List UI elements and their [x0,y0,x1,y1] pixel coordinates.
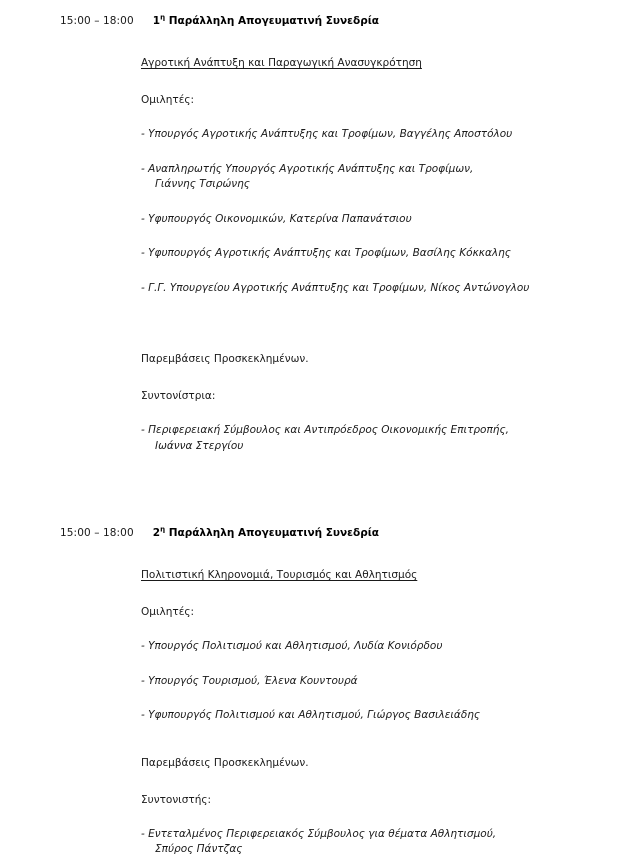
speaker-line-2: Γιάννης Τσιρώνης [155,178,250,190]
speaker-item [141,639,616,655]
session-title-2 [153,526,379,541]
session-ordinal-1 [153,15,165,27]
session-time-1: 15:00 – 18:00 [60,15,134,27]
speaker-line-1: - Υπουργός Πολιτισμού και Αθλητισμού, Λυδία Κονιόρδου [141,640,443,652]
session-title-1 [153,14,379,29]
interventions-text-1: Παρεμβάσεις Προσκεκλημένων. [141,353,309,365]
session-topic-1: Αγροτική Ανάπτυξη και Παραγωγική Ανασυγκρότηση [141,57,422,69]
speaker-line-1: - Υπουργός Αγροτικής Ανάπτυξης και Τροφίμων, Βαγγέλης Αποστόλου [141,128,513,140]
session-spacer [0,454,640,498]
interventions-text-2: Παρεμβάσεις Προσκεκλημένων. [141,756,309,769]
moderator-item-2 [141,827,616,858]
session-ordinal-suffix-2: η [160,525,166,534]
session-header-2 [0,526,640,541]
speaker-line-1: - Υφυπουργός Αγροτικής Ανάπτυξης και Τροφίμων, Βασίλης Κόκκαλης [141,247,511,259]
session-topic-2: Πολιτιστική Κληρονομιά, Τουρισμός και Αθλητισμός [141,569,418,581]
speaker-line-1: - Υπουργός Τουρισμού, Έλενα Κουντουρά [141,674,358,687]
session-ordinal-2 [153,527,165,539]
spacer [141,296,616,352]
moderator-line-1: - Περιφερειακή Σύμβουλος και Αντιπρόεδρος Οικονομικής Επιτροπής, [141,424,509,436]
moderator-item-1 [141,423,616,454]
speaker-item [141,674,616,690]
speaker-line-1: - Υφυπουργός Πολιτισμού και Αθλητισμού, Γιώργος Βασιλειάδης [141,709,481,721]
speaker-line-1: - Γ.Γ. Υπουργείου Αγροτικής Ανάπτυξης και Τροφίμων, Νίκος Αντώνογλου [141,281,530,294]
speaker-line-1: - Αναπληρωτής Υπουργός Αγροτικής Ανάπτυξης και Τροφίμων, [141,162,474,175]
session-title-text-2: Παράλληλη Απογευματινή Συνεδρία [168,527,380,539]
spacer [141,724,616,756]
moderator-label-2: Συντονιστής: [141,793,212,806]
speaker-item [141,246,616,262]
session-body-2 [0,568,640,858]
moderator-line-2: Σπύρος Πάντζας [155,843,243,855]
speaker-line-1: - Υφυπουργός Οικονομικών, Κατερίνα Παπανάτσιου [141,212,412,225]
session-ordinal-number-1: 1 [152,15,161,27]
session-header-1 [0,14,640,29]
moderator-line-1: - Εντεταλμένος Περιφερειακός Σύμβουλος για θέματα Αθλητισμού, [141,827,497,840]
session-time-2: 15:00 – 18:00 [60,527,134,539]
moderator-label-1: Συντονίστρια: [141,390,216,402]
session-title-text-1: Παράλληλη Απογευματινή Συνεδρία [168,15,380,27]
speaker-item [141,162,616,193]
moderator-line-2: Ιωάννα Στεργίου [155,439,244,452]
speaker-item [141,127,616,143]
speaker-list-2 [141,639,616,724]
session-body-1 [0,56,640,454]
session-ordinal-suffix-1: η [160,13,166,22]
speaker-item [141,281,616,297]
speaker-item [141,708,616,724]
speaker-item [141,212,616,228]
speakers-label-1: Ομιλητές: [141,94,195,106]
speaker-list-1 [141,127,616,296]
session-block-2 [0,498,640,858]
speakers-label-2: Ομιλητές: [141,606,195,618]
session-ordinal-number-2: 2 [152,527,161,539]
